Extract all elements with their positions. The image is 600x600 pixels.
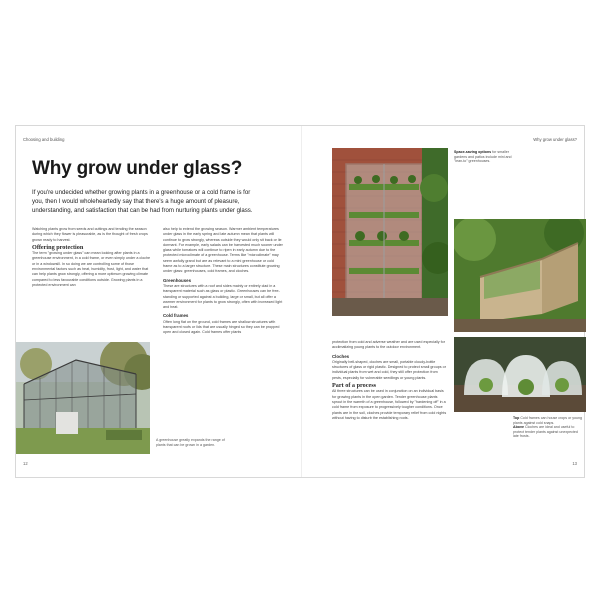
- greenhouse-photo: [16, 342, 150, 454]
- col2-paragraph: also help to extend the growing season. Warmer ambient temperatures under glass in the early spring and late autumn mean that plants will continue to grow strongly, whereas outside they would only sit back or lie dormant. For example, early salads can be harvested much sooner under glass while tomatoes will continue to ripen in early autumn due to the protected microclimate of a greenhouse. Terms like "microclimate" may seem awfully grand but are as relevant to a mini greenhouse or cold frame as to a larger structure. These main structures constitute growing under glass: greenhouses, cold frames, and cloches.: [163, 227, 283, 274]
- heading-part-of-a-process: Part of a process: [332, 382, 377, 390]
- folio-left: 12: [23, 461, 28, 466]
- caption-above-label: Above: [513, 425, 524, 430]
- col2-coldframes-text: Often long flat on the ground, cold frames are shallow structures with transparent roofs or lids that are usually hinged so they can be propped open and closed again. Cold frames offer plants: [163, 319, 280, 335]
- col1-paragraph: Watching plants grow from seeds and cuttings and tending the season during which they flower is pleasurable, as is the thought of fresh crops grown ready to harvest.: [32, 227, 148, 242]
- running-head-right: Why grow under glass?: [533, 137, 577, 142]
- column-3: [332, 340, 447, 421]
- caption-above: [513, 425, 583, 439]
- caption-top-label: Top: [513, 416, 520, 420]
- heading-greenhouses: Greenhouses: [163, 277, 192, 283]
- col3-cloches-text: Originally bell-shaped, cloches are small, portable cloudy-bottle structures of glass or rigid plastic. Designed to protect small groups or individual plants from wet and cold, they still offer protection from pests, especially for vulnerable seedlings or young plants.: [332, 359, 446, 380]
- heading-offering-protection: Offering protection: [32, 243, 84, 251]
- caption-top-text: Cold frames can house crops or young plants against cold snaps.: [513, 416, 583, 425]
- caption-space-saving-label: Space-saving options: [454, 150, 492, 154]
- caption-top: [513, 416, 583, 425]
- cold-frame-photo: [454, 219, 586, 332]
- heading-cloches: Cloches: [332, 353, 350, 359]
- book-spread: [15, 125, 585, 478]
- col3-paragraph: protection from cold and adverse weather and are used especially for acclimatizing young plants to the outdoor environment.: [332, 340, 445, 350]
- running-head-left: Choosing and building: [23, 137, 65, 142]
- col1-paragraph-2: The term "growing under glass" can mean looking after plants in a greenhouse environment, in a cold frame, or even simply under a cloche or in a windowsill. In so doing we are controlling some of those environmental factors such as heat, humidity, frost, light, and water that can help plants grow strongly, offering a more optimum growing climate compared to less favourable conditions outside. Growing plants in a protected environment can: [32, 251, 151, 287]
- column-1: [32, 227, 154, 288]
- page-title: Why grow under glass?: [32, 158, 243, 179]
- caption-above-text: Cloches are ideal and useful to protect tender plants against unexpected late frosts.: [513, 425, 578, 439]
- caption-space-saving: [454, 150, 512, 164]
- col2-greenhouses-text: These are structures with a roof and sides mainly or entirely clad in a transparent material such as glass or plastic. Greenhouses can be free-standing or supported against a building, large or small, but all offer a warmer environment for plants to grow strongly, often with increased light and heat.: [163, 283, 283, 310]
- page-gutter: [301, 126, 302, 477]
- cloches-photo: [454, 337, 586, 412]
- intro-paragraph: If you're undecided whether growing plants in a greenhouse or a cold frame is for you, then I would wholeheartedly say that there's a huge amount of pleasure, understanding, and satisfaction that can be had from nurturing plants under glass.: [32, 189, 253, 215]
- caption-top-above: [513, 416, 583, 439]
- caption-greenhouse: A greenhouse greatly expands the range of plants that can be grown in a garden.: [156, 438, 225, 447]
- col3-process-text: All three structures can be used in conjunction on an individual basis for growing plants in the open garden. Tender greenhouse plants sprout in the warmth of a greenhouse, followed by "hardening off" in a cold frame from exposure to progressively tougher conditions. Once plants are in the soil, cloches provide temporary relief from cold nights without having to disturb the establishing roots.: [332, 389, 447, 420]
- column-2: [163, 227, 283, 336]
- folio-right: 13: [572, 461, 577, 466]
- heading-cold-frames: Cold frames: [163, 313, 189, 319]
- caption-space-saving-text: for smaller gardens and patios include mini and "lean-to" greenhouses.: [454, 150, 512, 164]
- lean-to-greenhouse-photo: [332, 148, 448, 316]
